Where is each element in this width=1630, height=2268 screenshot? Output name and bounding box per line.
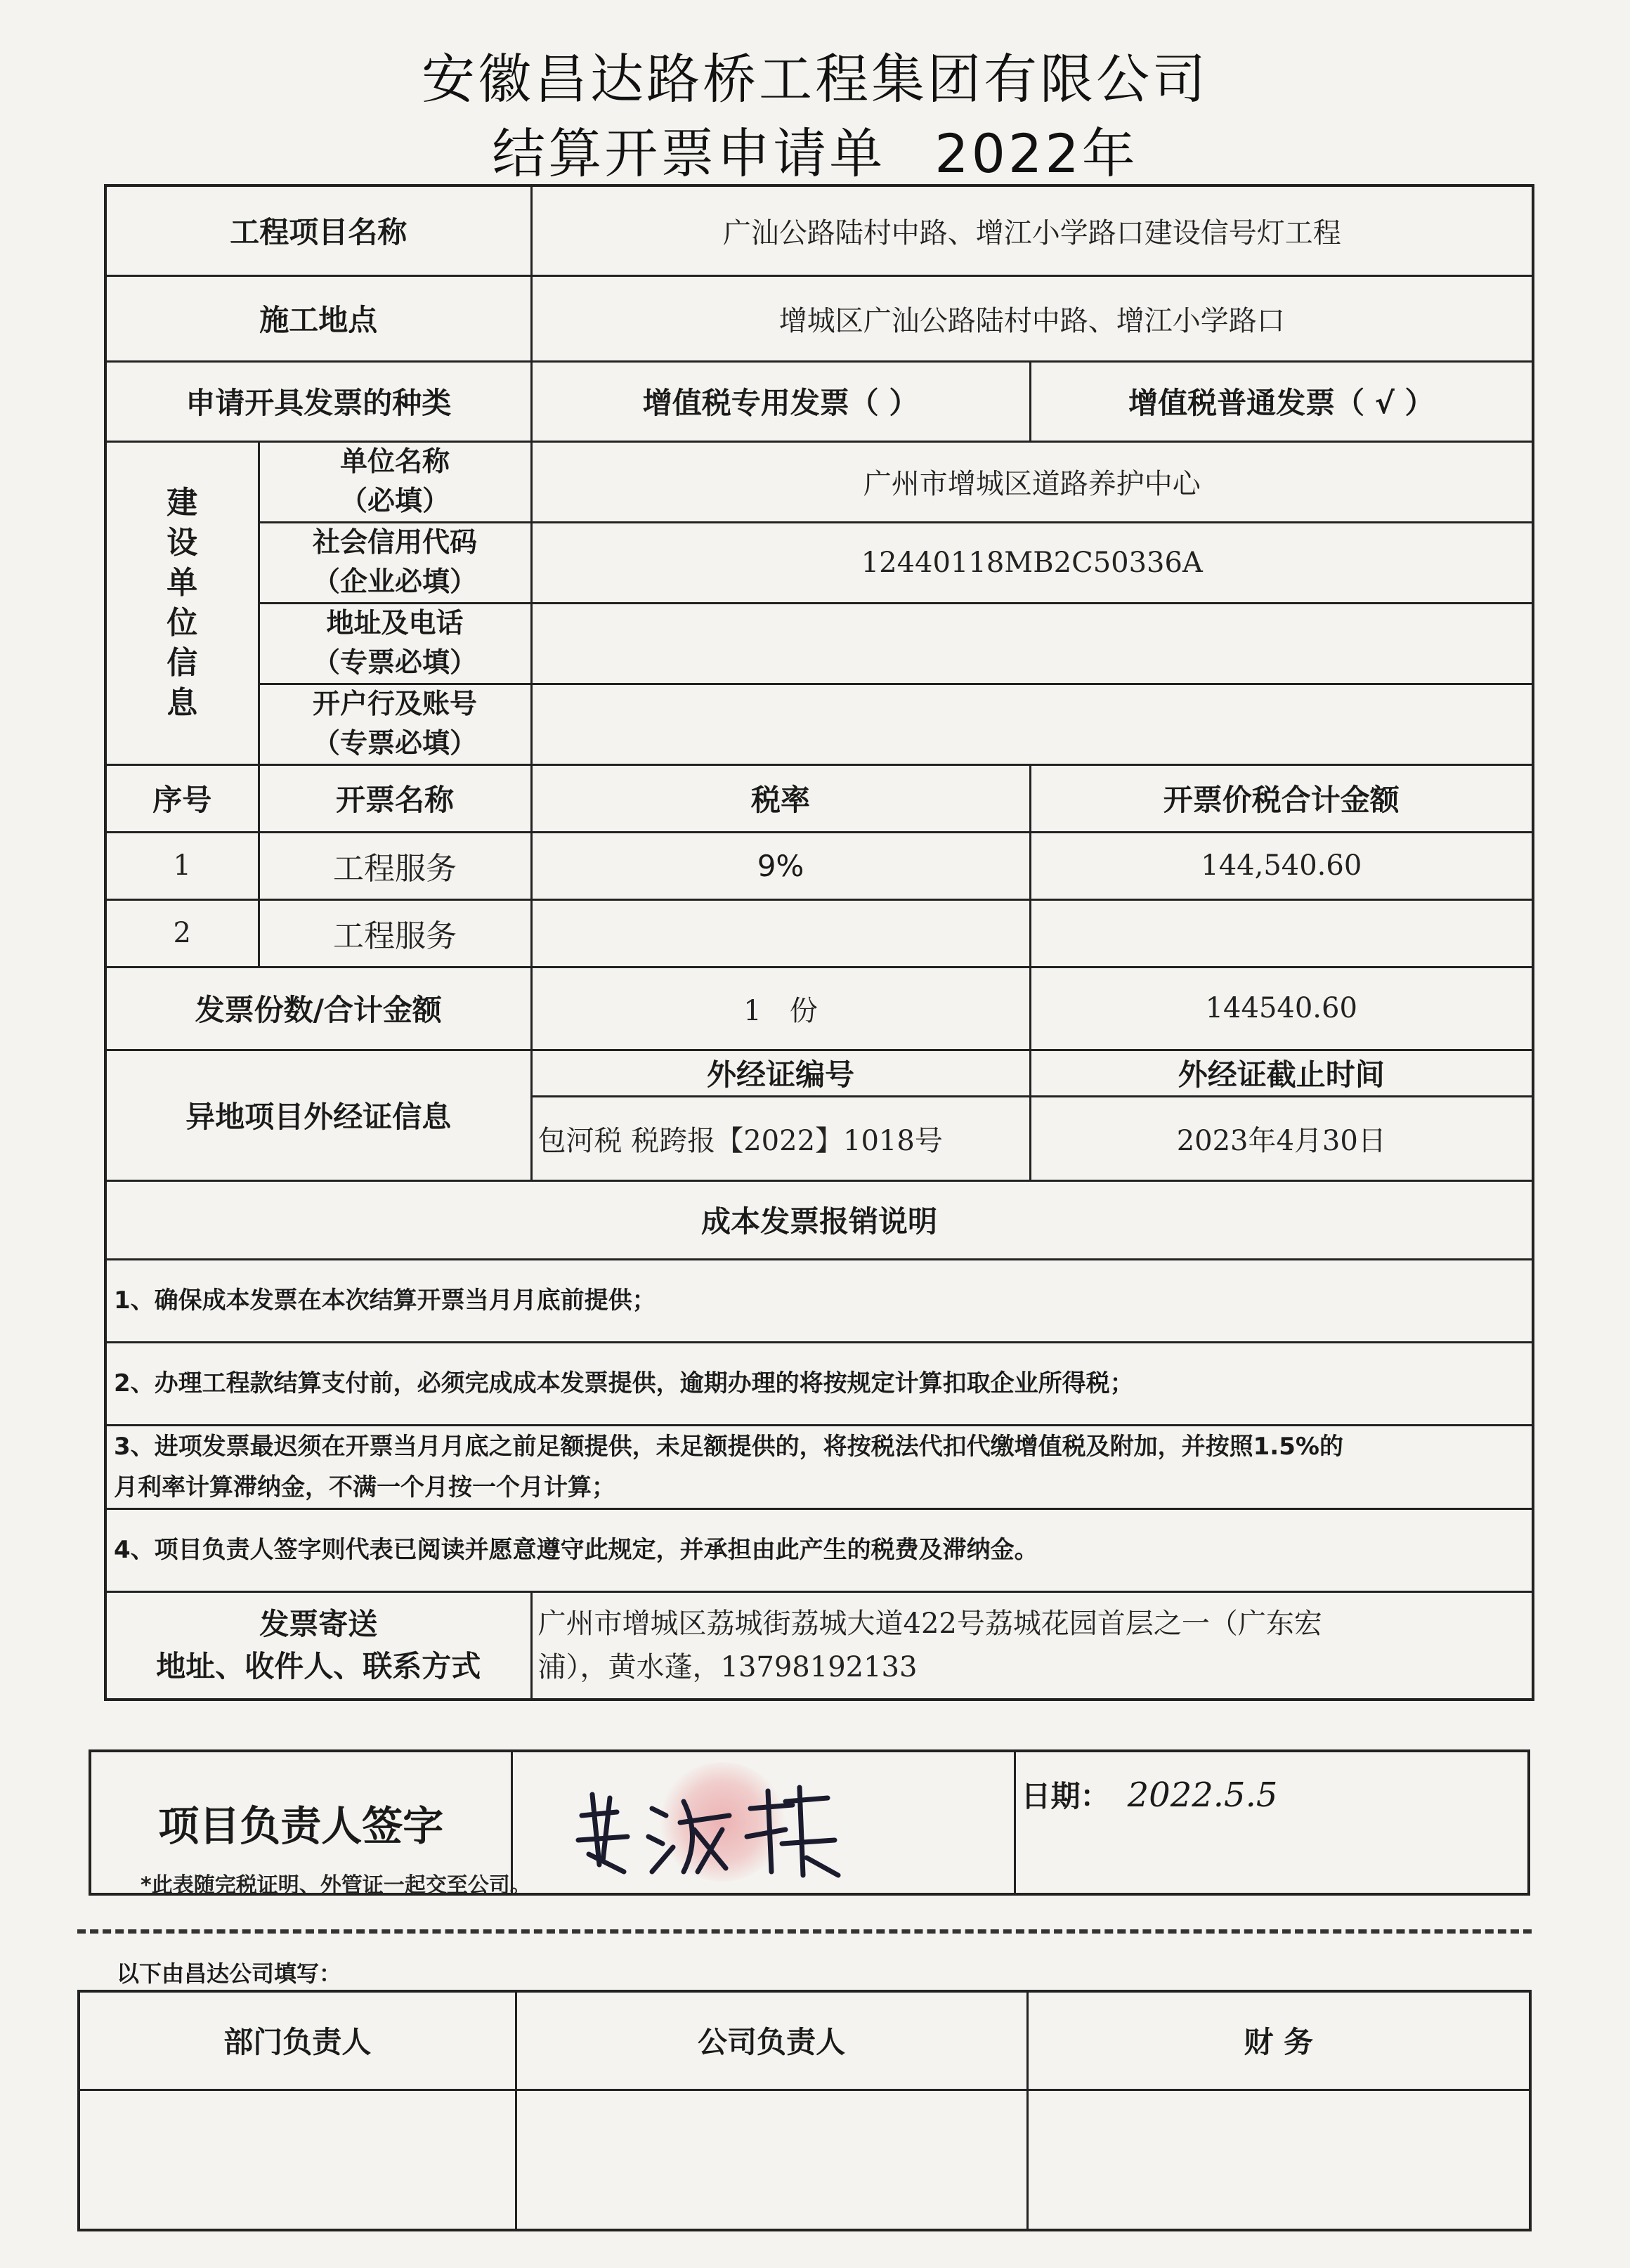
unit-name-label: 单位名称 （必填） xyxy=(259,441,531,522)
row-amount: 144,540.60 xyxy=(1030,832,1533,899)
row-amount xyxy=(1030,899,1533,967)
row-no: 2 xyxy=(105,899,259,967)
cut-line xyxy=(77,1929,1532,1934)
buyer-label-char: 信 xyxy=(167,645,198,681)
col-header-amount: 开票价税合计金额 xyxy=(1030,764,1533,832)
cost-note: 4、项目负责人签字则代表已阅读并愿意遵守此规定，并承担由此产生的税费及滞纳金。 xyxy=(105,1508,1533,1591)
external-cert-no-header: 外经证编号 xyxy=(531,1050,1030,1096)
col-header-name: 开票名称 xyxy=(259,764,531,832)
cost-note: 3、进项发票最迟须在开票当月月底之前足额提供，未足额提供的，将按税法代扣代缴增值税及附加，并按照1.5%的 月利率计算滞纳金，不满一个月按一个月计算； xyxy=(105,1425,1533,1508)
site-label: 施工地点 xyxy=(105,275,531,361)
col-header-no: 序号 xyxy=(105,764,259,832)
handwritten-signature xyxy=(561,1773,870,1879)
company-title: 安徽昌达路桥工程集团有限公司 xyxy=(422,48,1208,110)
internal-approval-table xyxy=(77,1990,1532,2231)
form-year: 2022年 xyxy=(934,122,1138,185)
footnote: *此表随完税证明、外管证一起交至公司。 xyxy=(141,1873,531,1898)
table-row xyxy=(105,832,1533,899)
finance-sign-cell[interactable] xyxy=(1027,2090,1530,2230)
buyer-label-char: 单 xyxy=(167,565,198,601)
external-cert-deadline-header: 外经证截止时间 xyxy=(1030,1050,1533,1096)
row-rate: 9% xyxy=(531,832,1030,899)
buyer-label-char: 息 xyxy=(167,685,198,721)
mailing-value: 广州市增城区荔城街荔城大道422号荔城花园首层之一（广东宏 浦），黄水蓬，13798192133 xyxy=(531,1591,1533,1700)
col-header-rate: 税率 xyxy=(531,764,1030,832)
form-title-text: 结算开票申请单 xyxy=(492,122,886,185)
buyer-label-char: 设 xyxy=(167,525,198,561)
mailing-label: 发票寄送 地址、收件人、联系方式 xyxy=(105,1591,531,1700)
date-value: 2022.5.5 xyxy=(1127,1775,1278,1815)
finance-header: 财 务 xyxy=(1027,1991,1530,2090)
cost-note: 2、办理工程款结算支付前，必须完成成本发票提供，逾期办理的将按规定计算扣取企业所得税； xyxy=(105,1342,1533,1425)
buyer-label-char: 建 xyxy=(167,485,198,521)
invoice-type-label: 申请开具发票的种类 xyxy=(105,361,531,441)
totals-label: 发票份数/合计金额 xyxy=(105,967,531,1050)
date-label: 日期： xyxy=(1021,1779,1110,1813)
special-invoice-option: 增值税专用发票（ ） xyxy=(531,361,1030,441)
invoice-copies: 1 份 xyxy=(531,967,1030,1050)
project-name-value: 广汕公路陆村中路、增江小学路口建设信号灯工程 xyxy=(531,185,1533,275)
row-no: 1 xyxy=(105,832,259,899)
signature-cell[interactable] xyxy=(511,1751,1015,1894)
external-cert-label: 异地项目外经证信息 xyxy=(105,1050,531,1180)
cost-notes-title: 成本发票报销说明 xyxy=(105,1180,1533,1259)
bank-account-value xyxy=(531,684,1533,764)
total-amount: 144540.60 xyxy=(1030,967,1533,1050)
company-head-header: 公司负责人 xyxy=(516,1991,1027,2090)
cost-note: 1、确保成本发票在本次结算开票当月月底前提供； xyxy=(105,1259,1533,1342)
address-phone-label: 地址及电话 （专票必填） xyxy=(259,603,531,684)
external-cert-deadline: 2023年4月30日 xyxy=(1030,1096,1533,1180)
dept-head-header: 部门负责人 xyxy=(79,1991,516,2090)
buyer-label-char: 位 xyxy=(167,605,198,641)
company-head-sign-cell[interactable] xyxy=(516,2090,1027,2230)
unit-name-value: 广州市增城区道路养护中心 xyxy=(531,441,1533,522)
dept-head-sign-cell[interactable] xyxy=(79,2090,516,2230)
row-name: 工程服务 xyxy=(259,899,531,967)
site-value: 增城区广汕公路陆村中路、增江小学路口 xyxy=(531,275,1533,361)
row-name: 工程服务 xyxy=(259,832,531,899)
credit-code-value: 12440118MB2C50336A xyxy=(531,522,1533,603)
form-title xyxy=(0,111,1630,188)
row-rate xyxy=(531,899,1030,967)
credit-code-label: 社会信用代码 （企业必填） xyxy=(259,522,531,603)
address-phone-value xyxy=(531,603,1533,684)
date-cell[interactable] xyxy=(1015,1751,1529,1894)
application-table xyxy=(104,184,1534,1701)
normal-invoice-option: 增值税普通发票（ √ ） xyxy=(1030,361,1533,441)
table-row xyxy=(105,899,1533,967)
signature-label: 项目负责人签字 xyxy=(90,1751,511,1894)
internal-fill-label: 以下由昌达公司填写： xyxy=(117,1960,342,1987)
project-name-label: 工程项目名称 xyxy=(105,185,531,275)
buyer-info-label xyxy=(105,441,259,764)
bank-account-label: 开户行及账号 （专票必填） xyxy=(259,684,531,764)
external-cert-no: 包河税 税跨报【2022】1018号 xyxy=(531,1096,1030,1180)
